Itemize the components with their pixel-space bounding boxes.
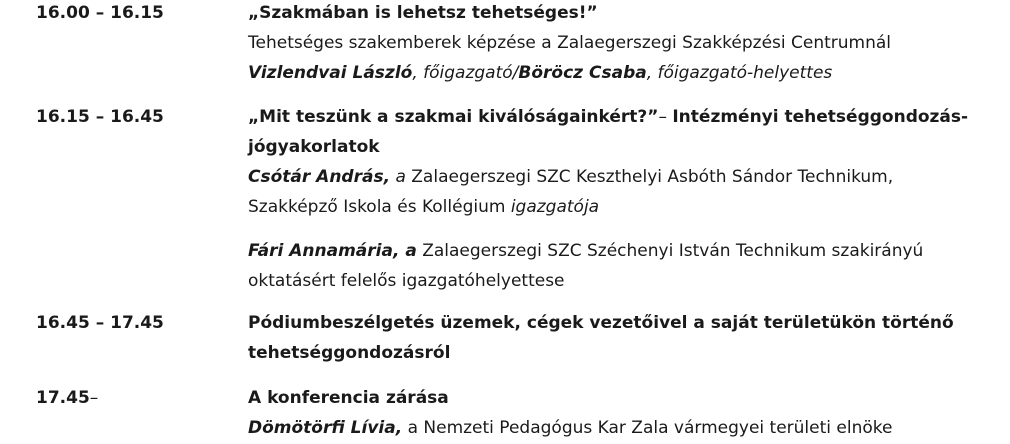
speakers-line	[248, 58, 968, 88]
speaker-role: , főigazgató-helyettes	[646, 63, 833, 83]
speaker-name: Böröcz Csaba	[518, 63, 647, 83]
speaker-name: Vizlendvai László	[248, 63, 413, 83]
session-content	[248, 383, 968, 443]
session-content	[248, 0, 968, 88]
speaker-line-continued	[248, 192, 968, 222]
session-title-continued: tehetséggondozásról	[248, 343, 451, 363]
session-title-continued: jógyakorlatok	[248, 137, 380, 157]
speaker-article: a	[390, 167, 406, 187]
time-dash: –	[89, 388, 99, 408]
session-content	[248, 102, 968, 296]
session-title: A konferencia zárása	[248, 388, 449, 408]
time-slot: 16.00 – 16.15	[36, 3, 164, 23]
time-slot	[36, 383, 98, 413]
session-content	[248, 308, 968, 368]
speaker-line	[248, 413, 968, 443]
time-value: 17.45	[36, 388, 90, 408]
speaker-name: Csótár András,	[248, 167, 391, 187]
time-slot: 16.15 – 16.45	[36, 107, 164, 127]
session-title: Pódiumbeszélgetés üzemek, cégek vezetőivel a saját területükön történő	[248, 313, 954, 333]
speaker-role: oktatásért felelős igazgatóhelyettese	[248, 271, 565, 291]
speaker-institution: Szakképző Iskola és Kollégium	[248, 197, 511, 217]
speaker-role: , főigazgató/	[412, 63, 519, 83]
speaker-institution: Zalaegerszegi SZC Széchenyi István Technikum szakirányú	[416, 241, 924, 261]
speaker-role: a Nemzeti Pedagógus Kar Zala vármegyei területi elnöke	[402, 418, 893, 438]
speaker-role: igazgatója	[510, 197, 600, 217]
speaker-institution: Zalaegerszegi SZC Keszthelyi Asbóth Sándor Technikum,	[405, 167, 894, 187]
session-title: „Szakmában is lehetsz tehetséges!”	[248, 3, 598, 23]
session-title-quote: „Mit teszünk a szakmai kiválóságainkért?”	[248, 107, 659, 127]
time-slot: 16.45 – 17.45	[36, 313, 164, 333]
session-title-rest: Intézményi tehetséggondozás-	[672, 107, 969, 127]
speaker-name: Dömötörfi Lívia,	[248, 418, 403, 438]
title-dash: –	[658, 107, 673, 127]
session-subtitle: Tehetséges szakemberek képzése a Zalaegerszegi Szakképzési Centrumnál	[248, 33, 892, 53]
speaker-line	[248, 236, 968, 266]
speaker-line	[248, 162, 968, 192]
speaker-name: Fári Annamária, a	[248, 241, 417, 261]
session-title	[248, 102, 968, 132]
